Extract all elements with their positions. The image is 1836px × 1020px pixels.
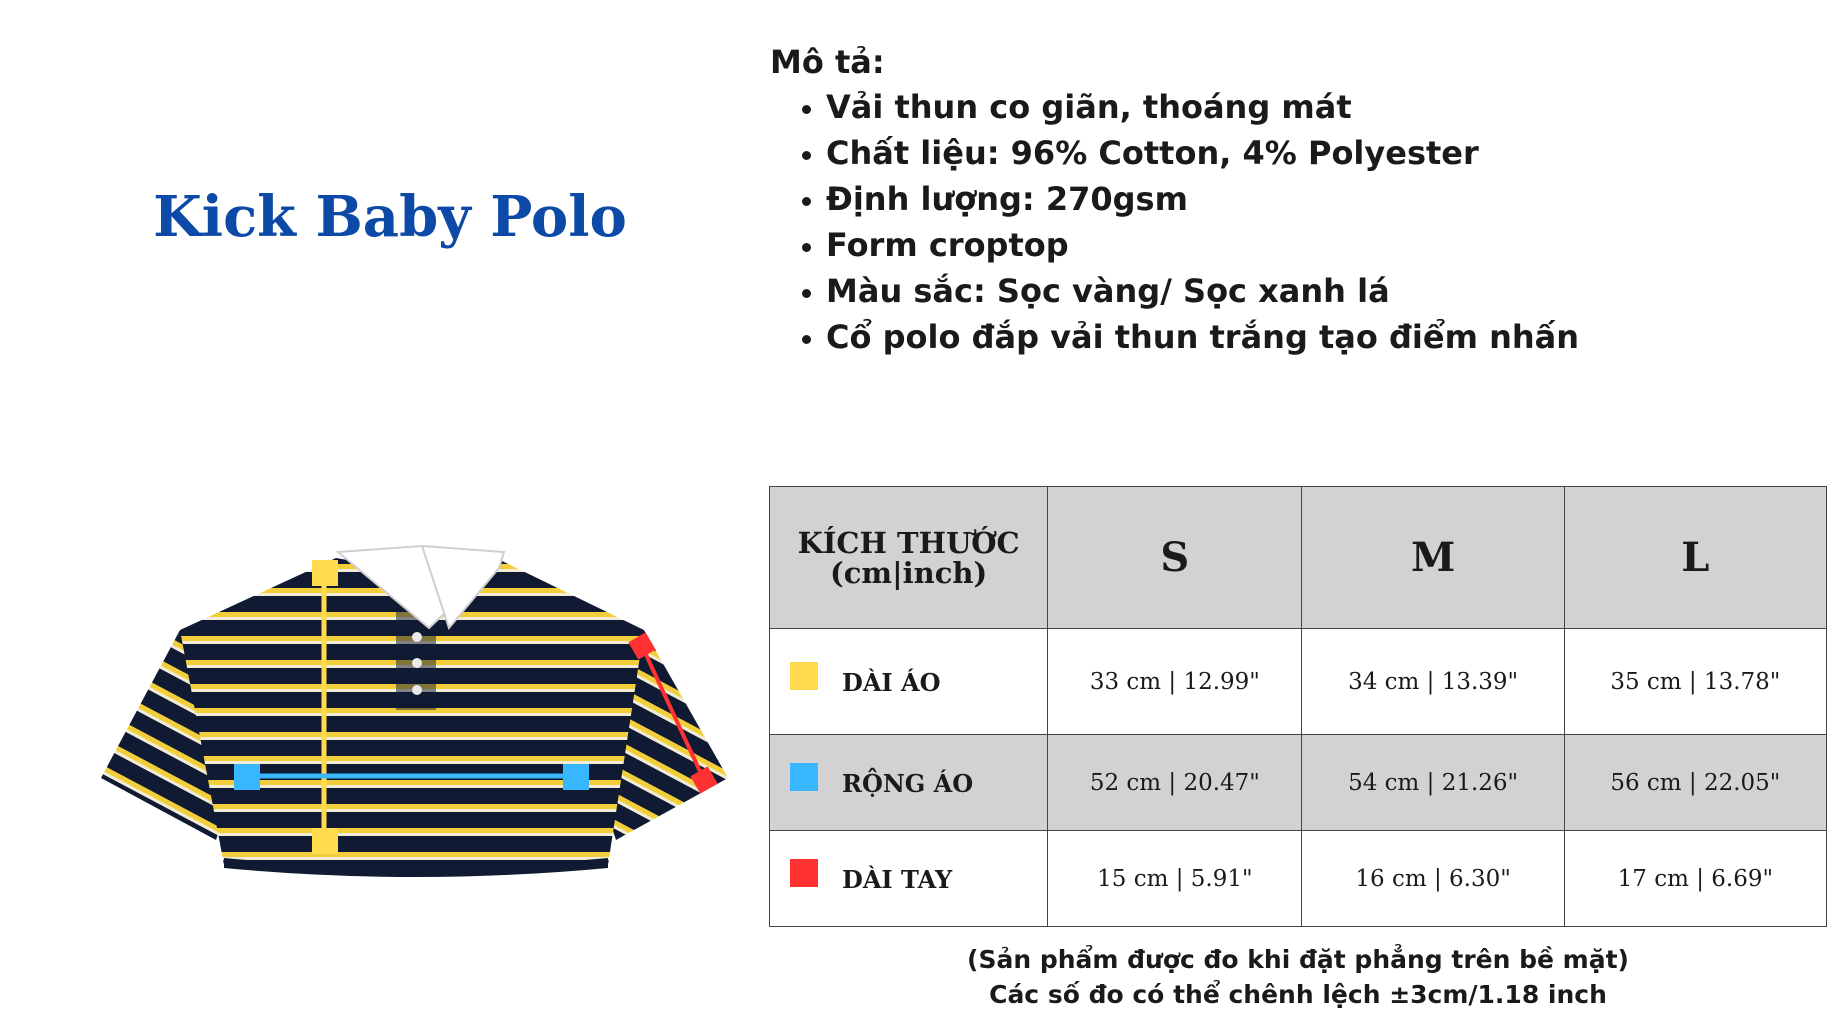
row-label-text: RỘNG ÁO [842, 768, 974, 798]
size-header-line1: KÍCH THƯỚC [797, 525, 1020, 560]
polo-shirt-illustration [96, 510, 736, 890]
table-cell: 35 cm | 13.78" [1564, 629, 1826, 735]
table-cell: 16 cm | 6.30" [1302, 831, 1564, 927]
size-header-label [770, 487, 1048, 629]
table-cell: 15 cm | 5.91" [1048, 831, 1302, 927]
row-label-text: DÀI ÁO [842, 667, 941, 697]
table-cell: 56 cm | 22.05" [1564, 735, 1826, 831]
note-line-2: Các số đo có thể chênh lệch ±3cm/1.18 inch [989, 980, 1607, 1009]
description-item: • Cổ polo đắp vải thun trắng tạo điểm nhấn [826, 314, 1579, 360]
description-item: • Màu sắc: Sọc vàng/ Sọc xanh lá [826, 268, 1579, 314]
table-cell: 17 cm | 6.69" [1564, 831, 1826, 927]
table-cell: 33 cm | 12.99" [1048, 629, 1302, 735]
row-label-text: DÀI TAY [842, 864, 953, 894]
size-header-l: L [1564, 487, 1826, 629]
product-description [770, 40, 1579, 360]
row-label [770, 831, 1048, 927]
measurement-note [769, 942, 1827, 1012]
description-item: • Chất liệu: 96% Cotton, 4% Polyester [826, 130, 1579, 176]
row-label [770, 735, 1048, 831]
description-heading: Mô tả: [770, 43, 885, 81]
row-label [770, 629, 1048, 735]
yellow-swatch [790, 662, 818, 690]
table-row [770, 831, 1827, 927]
size-header-line2: (cm|inch) [830, 555, 988, 590]
blue-swatch [790, 763, 818, 791]
table-cell: 54 cm | 21.26" [1302, 735, 1564, 831]
note-line-1: (Sản phẩm được đo khi đặt phẳng trên bề mặt) [967, 945, 1629, 974]
description-list [770, 84, 1579, 360]
product-title: Kick Baby Polo [153, 184, 627, 250]
size-header-s: S [1048, 487, 1302, 629]
description-item: • Vải thun co giãn, thoáng mát [826, 84, 1579, 130]
table-cell: 52 cm | 20.47" [1048, 735, 1302, 831]
red-swatch [790, 859, 818, 887]
table-row [770, 629, 1827, 735]
size-table [769, 486, 1827, 927]
table-cell: 34 cm | 13.39" [1302, 629, 1564, 735]
table-row [770, 735, 1827, 831]
description-item: • Định lượng: 270gsm [826, 176, 1579, 222]
size-table-header [770, 487, 1827, 629]
size-header-m: M [1302, 487, 1564, 629]
description-item: • Form croptop [826, 222, 1579, 268]
